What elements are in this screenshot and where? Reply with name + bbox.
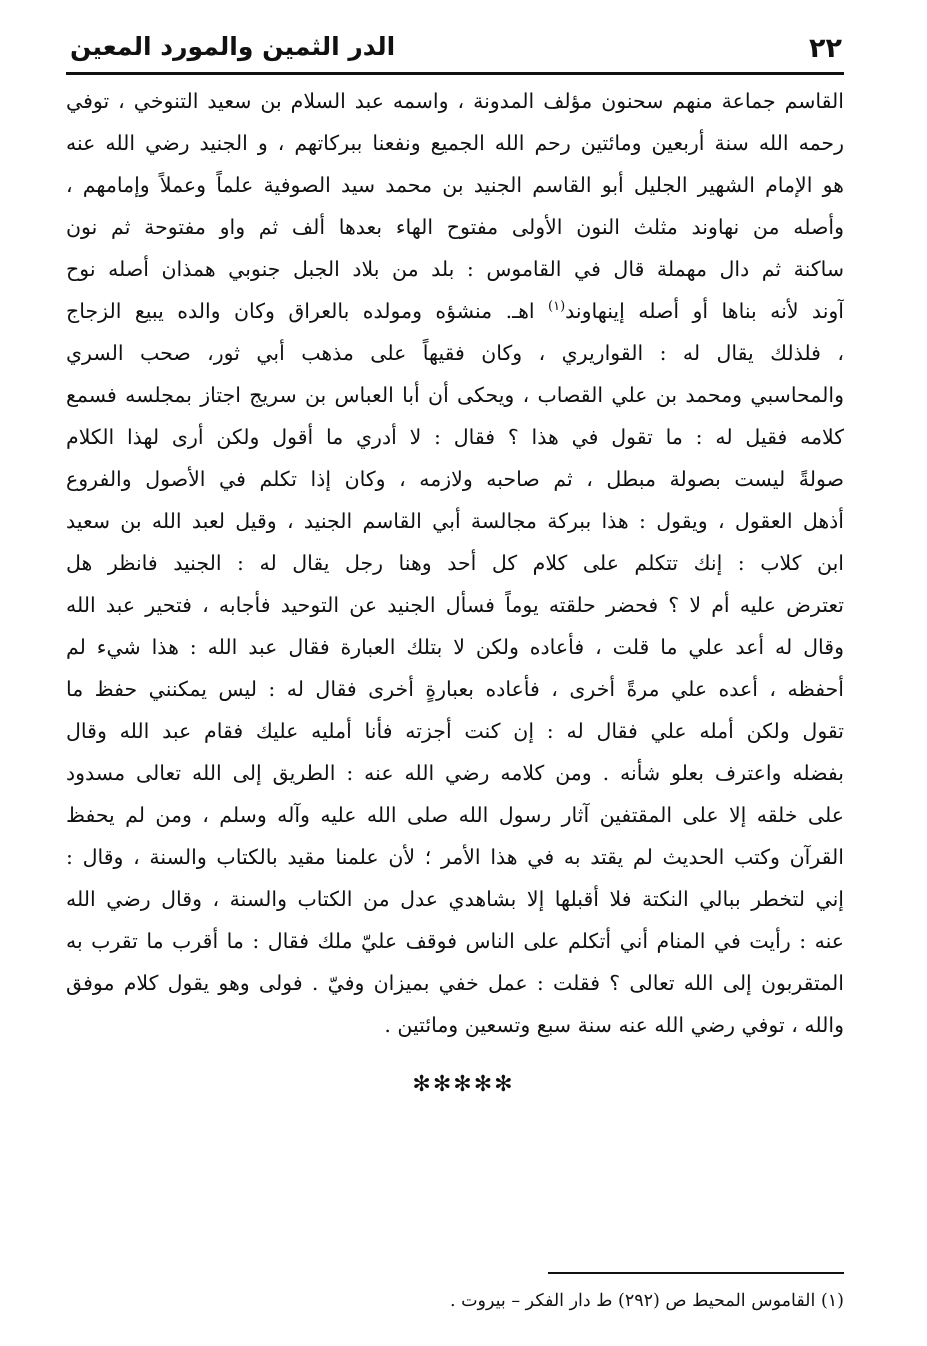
text-line: المتقربون إلى الله تعالى ؟ فقلت : عمل خفي بميزان وفيّ . فولى وهو يقول كلام موفق xyxy=(66,971,844,995)
text-line: أحفظه ، أعده علي مرةً أخرى ، فأعاده بعبارةٍ أخرى فقال له : ليس يمكنني حفظ ما xyxy=(66,677,844,701)
page-header xyxy=(66,26,844,72)
text-line: كلامه فقيل له : ما تقول في هذا ؟ فقال : لا أدري ما أقول ولكن أرى لهذا الكلام xyxy=(66,425,844,449)
body-text xyxy=(66,80,844,1046)
text-line: ساكنة ثم دال مهملة قال في القاموس : بلد من بلاد الجبل جنوبي همذان أصله نوح xyxy=(66,257,844,281)
text-line: والمحاسبي ومحمد بن علي القصاب ، ويحكى أن أبا العباس بن سريج اجتاز بمجلسه فسمع xyxy=(66,383,844,407)
section-separator: ✻✻✻✻✻ xyxy=(412,1072,515,1097)
footnote: (١) القاموس المحيط ص (٢٩٢) ط دار الفكر – بيروت . xyxy=(449,1291,844,1311)
text-line xyxy=(66,290,844,332)
text-line: تقول ولكن أمله علي فقال له : إن كنت أجزته فأنا أمليه عليك فقام عبد الله وقال xyxy=(66,719,844,743)
text-line: القاسم جماعة منهم سحنون مؤلف المدونة ، واسمه عبد السلام بن سعيد التنوخي ، توفي xyxy=(66,89,844,113)
text-line: القرآن وكتب الحديث لم يقتد به في هذا الأمر ؛ لأن علمنا مقيد بالكتاب والسنة ، وقال : xyxy=(66,845,844,869)
text-line: بفضله واعترف بعلو شأنه . ومن كلامه رضي الله عنه : الطريق إلى الله تعالى مسدود xyxy=(66,761,844,785)
text-line: رحمه الله سنة أربعين ومائتين رحم الله الجميع ونفعنا ببركاتهم ، و الجنيد رضي الله عنه xyxy=(66,131,844,155)
text-line: صولةً ليست بصولة مبطل ، ثم صاحبه ولازمه ، وكان إذا تكلم في الأصول والفروع xyxy=(66,467,844,491)
text-line: وأصله من نهاوند مثلث النون الأولى مفتوح الهاء بعدها ألف ثم واو مفتوحة ثم نون xyxy=(66,215,844,239)
text-line-start: آوند لأنه بناها أو أصله إينهاوند xyxy=(565,299,844,323)
text-line: أذهل العقول ، ويقول : هذا ببركة مجالسة أبي القاسم الجنيد ، وقيل لعبد الله بن سعيد xyxy=(66,509,844,533)
text-line: على خلقه إلا على المقتفين آثار رسول الله صلى الله عليه وآله وسلم ، ومن لم يحفظ xyxy=(66,803,844,827)
footnote-rule xyxy=(548,1272,844,1274)
footnote-marker: (١) xyxy=(548,299,566,315)
text-line: هو الإمام الشهير الجليل أبو القاسم الجنيد بن محمد سيد الصوفية علماً وعملاً وإمامهم ، xyxy=(66,173,844,197)
header-rule xyxy=(66,72,844,75)
text-line: عنه : رأيت في المنام أني أتكلم على الناس فوقف عليّ ملك فقال : ما أقرب ما تقرب به xyxy=(66,929,844,953)
text-line-end: اهـ. منشؤه ومولده بالعراق وكان والده يبيع الزجاج xyxy=(66,299,549,323)
text-line: ابن كلاب : إنك تتكلم على كلام كل أحد وهنا رجل يقال له : الجنيد فانظر هل xyxy=(66,551,844,575)
text-line: تعترض عليه أم لا ؟ فحضر حلقته يوماً فسأل الجنيد عن التوحيد فأجابه ، فتحير عبد الله xyxy=(66,593,844,617)
text-line: وقال له أعد علي ما قلت ، فأعاده ولكن لا بتلك العبارة فقال عبد الله : هذا شيء لم xyxy=(66,635,844,659)
text-line: والله ، توفي رضي الله عنه سنة سبع وتسعين ومائتين . xyxy=(384,1013,844,1037)
text-line: إني لتخطر ببالي النكتة فلا أقبلها إلا بشاهدي عدل من الكتاب والسنة ، وقال رضي الله xyxy=(66,887,844,911)
page-number: ٢٢ xyxy=(809,33,842,64)
text-line: ، فلذلك يقال له : القواريري ، وكان فقيهاً على مذهب أبي ثور، صحب السري xyxy=(66,341,844,365)
running-title: الدر الثمين والمورد المعين xyxy=(70,32,396,61)
